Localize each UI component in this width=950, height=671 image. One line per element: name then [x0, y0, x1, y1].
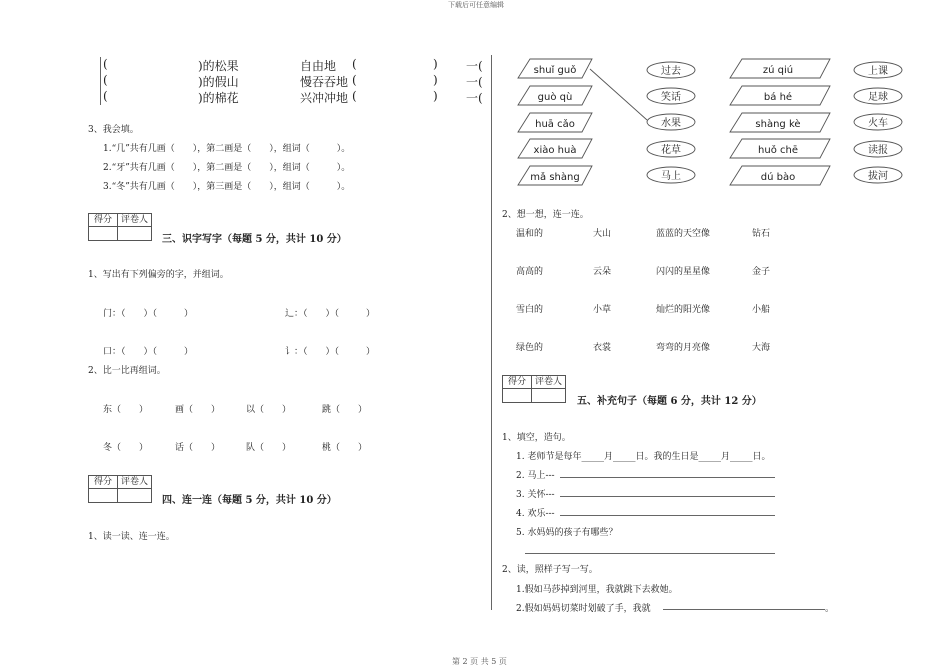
- connect2-col1-4: 绿色的: [516, 343, 544, 353]
- section5-title: 五、补充句子（每题 6 分，共计 12 分）: [577, 396, 762, 407]
- pinyin-left-3: huā cǎo: [535, 119, 575, 130]
- radical-chuo: 辶：（ ）（ ）: [285, 309, 376, 319]
- compare-2-3: 队（ ）: [246, 443, 292, 453]
- connect2-col1-1: 温和的: [516, 229, 544, 239]
- section5-example-1: 1.假如马莎掉到河里，我就跳下去救她。: [516, 585, 678, 595]
- connect2-col3-1: 蓝蓝的天空像: [656, 229, 711, 239]
- section5-item-4: 4. 欢乐---: [516, 509, 555, 519]
- word-left-2: 笑话: [661, 92, 681, 103]
- radical-kou: 口：（ ）（ ）: [103, 347, 194, 357]
- compare-2-4: 桃（ ）: [322, 443, 368, 453]
- section5-q1: 1、填空，造句。: [502, 433, 571, 443]
- answer-line-example-2[interactable]: [663, 609, 825, 610]
- pinyin-right-5: dú bào: [760, 172, 796, 183]
- page-footer: 第 2 页 共 5 页: [452, 657, 507, 666]
- radical-men: 门：（ ）（ ）: [103, 309, 194, 319]
- compare-2-2: 话（ ）: [175, 443, 221, 453]
- section3-title: 三、识字写字（每题 5 分，共计 10 分）: [162, 234, 347, 245]
- compare-2-1: 冬（ ）: [103, 443, 149, 453]
- connect2-col4-3: 小船: [752, 305, 771, 315]
- pinyin-left-4: xiào huà: [533, 145, 577, 156]
- connect2-col3-2: 闪闪的星星像: [656, 267, 711, 277]
- example-2-period: 。: [825, 604, 835, 614]
- pinyin-right-4: huǒ chē: [758, 145, 798, 156]
- section5-item-3: 3. 关怀---: [516, 490, 555, 500]
- word-right-1: 上课: [868, 66, 888, 77]
- answer-line-2[interactable]: [560, 477, 775, 478]
- compare-1-3: 以（ ）: [246, 405, 292, 415]
- connect2-col4-1: 钻石: [752, 229, 771, 239]
- word-right-3: 火车: [868, 118, 888, 129]
- connect2-col4-4: 大海: [752, 343, 771, 353]
- answer-line-4[interactable]: [560, 515, 775, 516]
- word-right-4: 读报: [868, 145, 888, 156]
- radical-yan: 讠：（ ）（ ）: [285, 347, 376, 357]
- answer-line-3[interactable]: [560, 496, 775, 497]
- connect2-col2-4: 衣裳: [593, 343, 612, 353]
- compare-1-4: 跳（ ）: [322, 405, 368, 415]
- pinyin-matching-diagram: [510, 56, 910, 191]
- pinyin-left-1: shuǐ guǒ: [533, 65, 577, 76]
- word-left-5: 马上: [661, 171, 681, 182]
- word-left-4: 花草: [661, 145, 681, 156]
- word-left-1: 过去: [661, 66, 681, 77]
- section5-example-2: 2.假如妈妈切菜时划破了手，我就: [516, 604, 651, 614]
- connect2-col2-3: 小草: [593, 305, 612, 315]
- connect2-col1-3: 雪白的: [516, 305, 544, 315]
- score-box-section4: 得分 评卷人: [88, 475, 152, 503]
- section5-item-1: 1. 老师节是每年_____月_____日。我的生日是_____月_____日。: [516, 452, 771, 462]
- pinyin-right-1: zú qiú: [762, 65, 794, 76]
- compare-1-2: 画（ ）: [175, 405, 221, 415]
- left-bracket-line: [100, 57, 101, 105]
- pinyin-left-5: mǎ shàng: [530, 172, 580, 183]
- section5-item-2: 2. 马上---: [516, 471, 555, 481]
- word-left-3: 水果: [661, 118, 681, 129]
- connect2-col4-2: 金子: [752, 267, 771, 277]
- section3-q2: 2、比一比再组词。: [88, 366, 166, 376]
- connect2-col2-2: 云朵: [593, 267, 612, 277]
- connect2-title: 2、想一想，连一连。: [502, 210, 589, 220]
- connect2-col2-1: 大山: [593, 229, 612, 239]
- score-box-section3: 得分 评卷人: [88, 213, 152, 241]
- connect2-col3-3: 灿烂的阳光像: [656, 305, 711, 315]
- answer-line-5[interactable]: [525, 553, 775, 554]
- connect2-col1-2: 高高的: [516, 267, 544, 277]
- q3-item-2: 2.“牙”共有几画（ ），第二画是（ ），组词（ ）。: [103, 163, 351, 173]
- section5-item-5: 5. 水妈妈的孩子有哪些？: [516, 528, 618, 538]
- section3-q1: 1、写出有下列偏旁的字，并组词。: [88, 270, 229, 280]
- score-box-section5: 得分 评卷人: [502, 375, 566, 403]
- section5-q2: 2、读，照样子写一写。: [502, 565, 598, 575]
- section4-title: 四、连一连（每题 5 分，共计 10 分）: [162, 495, 337, 506]
- q3-title: 3、我会填。: [88, 125, 139, 135]
- q3-item-3: 3.“冬”共有几画（ ），第三画是（ ），组词（ ）。: [103, 182, 351, 192]
- word-right-2: 足球: [868, 92, 888, 103]
- q3-item-1: 1.“几”共有几画（ ），第二画是（ ），组词（ ）。: [103, 144, 351, 154]
- pinyin-left-2: guò qù: [537, 92, 573, 103]
- column-divider: [491, 55, 492, 610]
- compare-1-1: 东（ ）: [103, 405, 149, 415]
- connect2-col3-4: 弯弯的月亮像: [656, 343, 711, 353]
- pinyin-right-3: shàng kè: [755, 119, 801, 130]
- pinyin-right-2: bá hé: [763, 92, 793, 103]
- section4-q1: 1、读一读、连一连。: [88, 532, 175, 542]
- page-header: 下载后可任意编辑: [448, 1, 504, 9]
- word-right-5: 拔河: [868, 171, 888, 182]
